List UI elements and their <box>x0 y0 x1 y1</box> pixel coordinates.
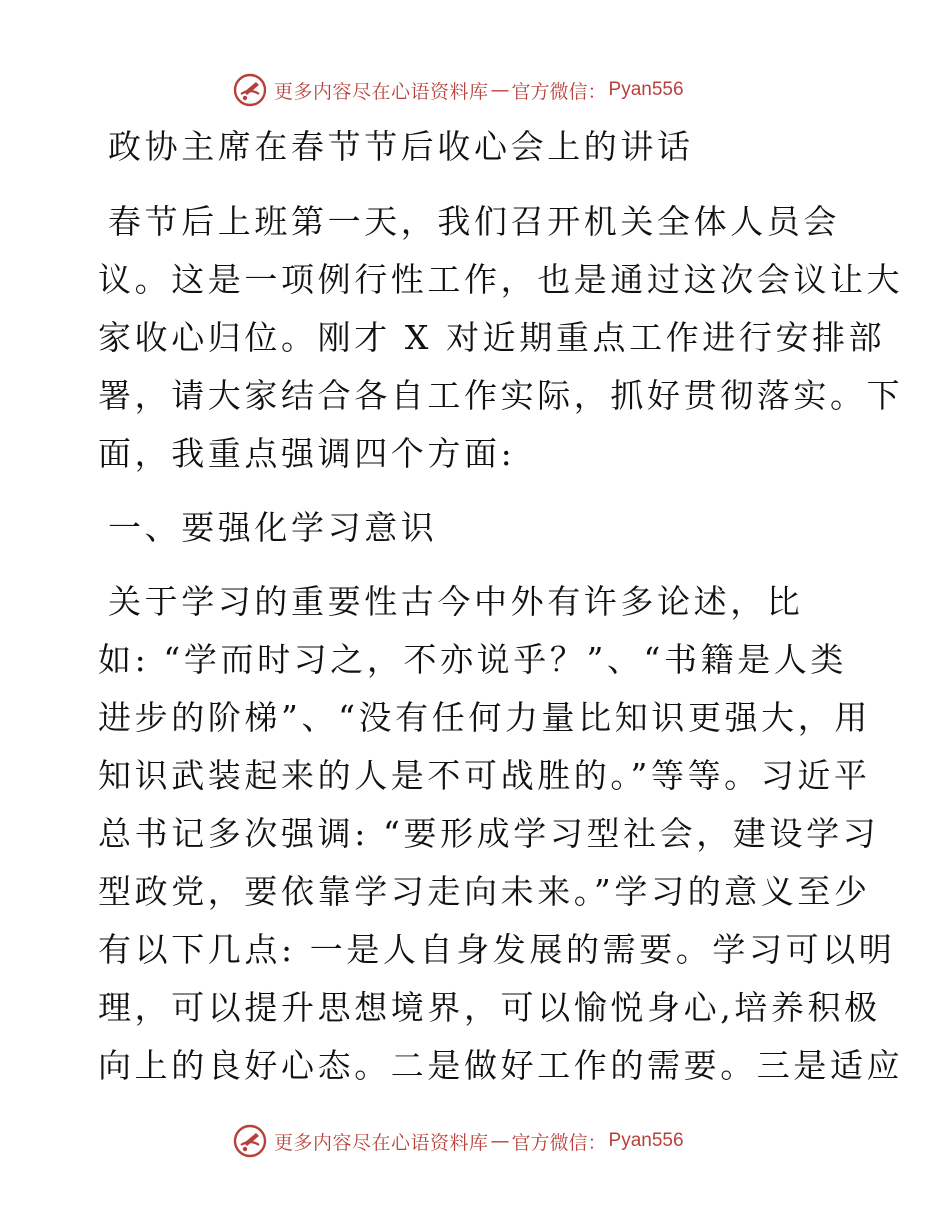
wechat-id: Pyan556 <box>608 79 684 100</box>
paragraph-line: 进步的阶梯”、“没有任何力量比知识更强大，用 <box>98 698 871 737</box>
banner-separator: — <box>490 1130 510 1152</box>
book-pen-logo-icon <box>232 1123 268 1159</box>
wechat-label: 官方微信： <box>511 80 607 103</box>
paragraph-line: 型政党，要依靠学习走向未来。”学习的意义至少 <box>98 872 871 911</box>
banner-separator: — <box>490 79 510 101</box>
paragraph-line: 署，请大家结合各自工作实际，抓好贯彻落实。下 <box>98 376 904 415</box>
banner-text: 更多内容尽在心语资料库 <box>274 80 489 103</box>
paragraph-line: 理，可以提升思想境界，可以愉悦身心,培养积极 <box>98 988 881 1027</box>
paragraph-line: 家收心归位。刚才 X 对近期重点工作进行安排部 <box>98 318 886 357</box>
paragraph-line: 春节后上班第一天，我们召开机关全体人员会 <box>108 202 840 241</box>
paragraph-line: 如: “学而时习之，不亦说乎？”、“书籍是人类 <box>98 640 848 679</box>
paragraph-line: 面，我重点强调四个方面: <box>98 434 516 473</box>
paragraph-line: 向上的良好心态。二是做好工作的需要。三是适应 <box>98 1046 904 1085</box>
wechat-id: Pyan556 <box>608 1130 684 1151</box>
footer-banner <box>232 1121 684 1161</box>
book-pen-logo-icon <box>232 72 268 108</box>
banner-text: 更多内容尽在心语资料库 <box>274 1131 489 1154</box>
wechat-label: 官方微信： <box>511 1131 607 1154</box>
paragraph-line: 总书记多次强调: “要形成学习型社会，建设学习 <box>98 814 880 853</box>
section-heading: 一、要强化学习意识 <box>108 508 438 547</box>
paragraph-line: 关于学习的重要性古今中外有许多论述，比 <box>108 582 804 621</box>
paragraph-line: 有以下几点: 一是人自身发展的需要。学习可以明 <box>98 930 896 969</box>
document-title: 政协主席在春节节后收心会上的讲话 <box>108 127 694 166</box>
header-banner <box>232 70 684 110</box>
paragraph-line: 议。这是一项例行性工作，也是通过这次会议让大 <box>98 260 904 299</box>
paragraph-line: 知识武装起来的人是不可战胜的。”等等。习近平 <box>98 756 871 795</box>
